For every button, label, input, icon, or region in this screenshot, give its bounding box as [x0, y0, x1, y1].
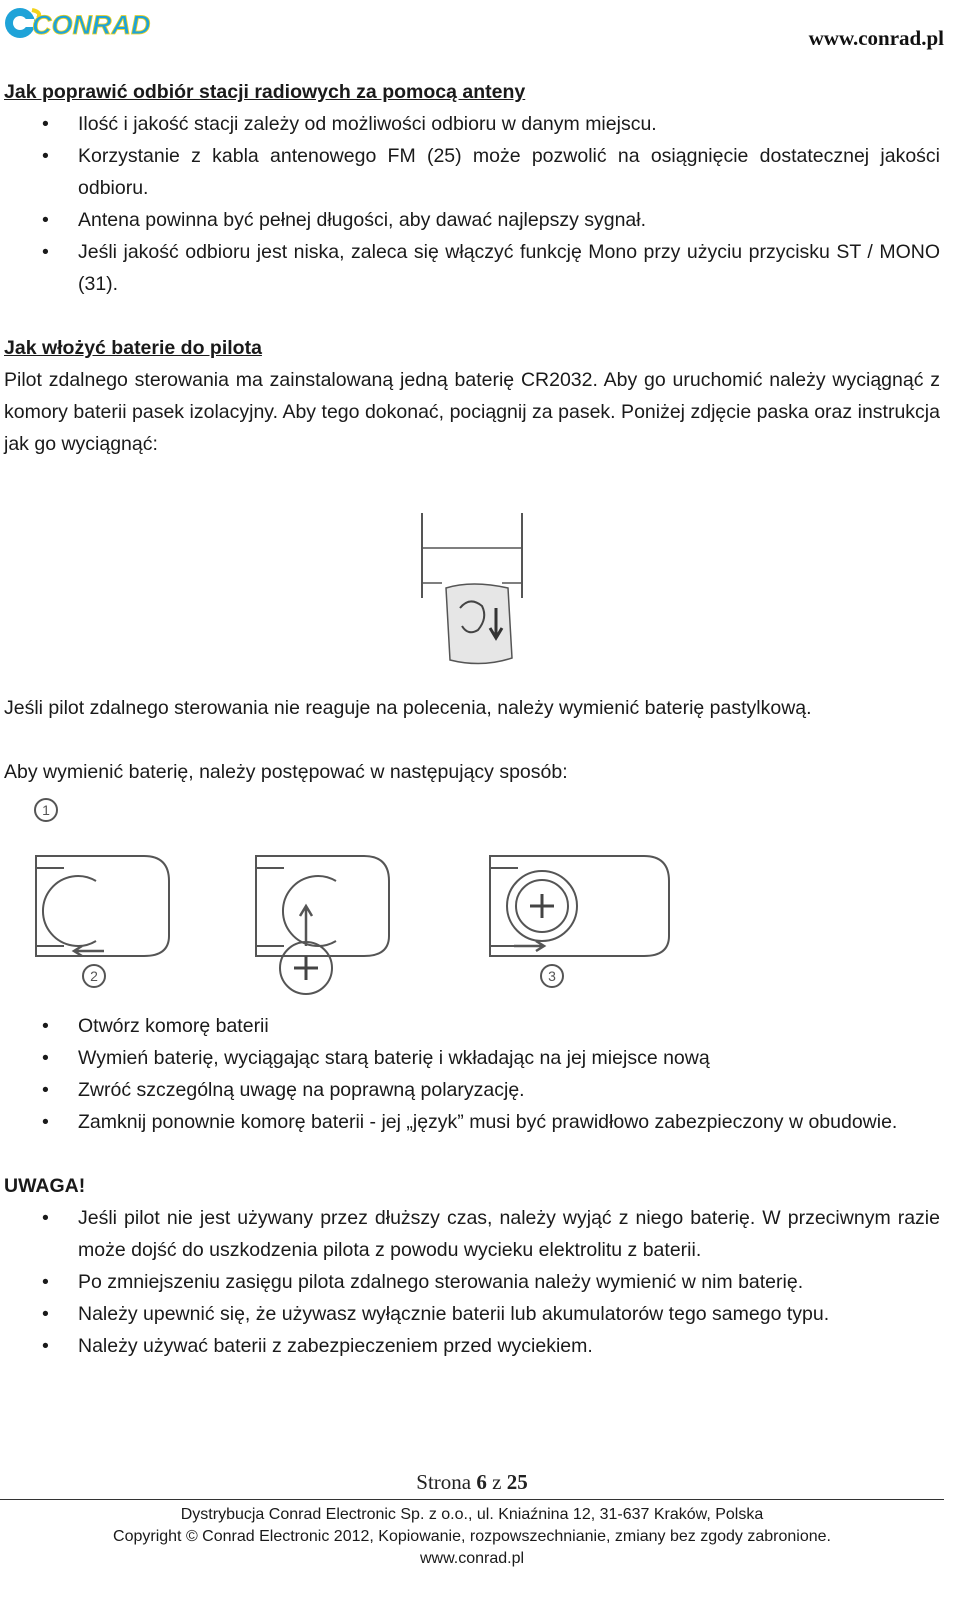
pull-strip-illustration — [412, 508, 532, 678]
list-item: • Jeśli jakość odbioru jest niska, zaleca się włączyć funkcję Mono przy użyciu przycisku ST / MONO (31). — [4, 236, 940, 300]
list-item: • Należy upewnić się, że używasz wyłącznie baterii lub akumulatorów tego samego typu. — [4, 1298, 940, 1330]
conrad-logo — [2, 4, 154, 42]
list-item: • Zwróć szczególną uwagę na poprawną polaryzację. — [4, 1074, 940, 1106]
list-item: • Antena powinna być pełnej długości, aby dawać najlepszy sygnał. — [4, 204, 940, 236]
list-item: • Jeśli pilot nie jest używany przez dłuższy czas, należy wyjąć z niego baterię. W przeciwnym razie może dojść do uszkodzenia pilota z powodu wycieku elektrolitu z baterii. — [4, 1202, 940, 1266]
battery-heading: Jak włożyć baterie do pilota — [4, 337, 262, 359]
antenna-list — [4, 108, 940, 300]
no-response-text: Jeśli pilot zdalnego sterowania nie reaguje na polecenia, należy wymienić baterię pastylkową. — [4, 697, 812, 719]
plus-icon — [294, 956, 318, 980]
battery-intro: Pilot zdalnego sterowania ma zainstalowaną jedną baterię CR2032. Aby go uruchomić należy wyciągnąć z komory baterii pasek izolacyjny. Aby tego dokonać, pociągnij za pasek. Poniżej zdjęcie paska oraz instrukcja jak go wyciągnąć: — [4, 369, 940, 455]
battery-replacement-illustration — [24, 796, 684, 996]
antenna-heading: Jak poprawić odbiór stacji radiowych za pomocą anteny — [4, 81, 526, 103]
footer-copyright: Copyright © Conrad Electronic 2012, Kopiowanie, rozpowszechnianie, zmiany bez zgody zabronione. — [113, 1528, 831, 1545]
svg-text:CONRAD: CONRAD — [32, 10, 151, 40]
list-item: • Ilość i jakość stacji zależy od możliwości odbioru w danym miejscu. — [4, 108, 940, 140]
page-number: Strona 6 z 25 — [416, 1470, 528, 1494]
step-marker: 3 — [548, 968, 556, 984]
page-footer — [0, 1470, 944, 1570]
list-item: • Wymień baterię, wyciągając starą baterię i wkładając na jej miejsce nową — [4, 1042, 940, 1074]
warning-heading: UWAGA! — [4, 1175, 86, 1197]
footer-url[interactable]: www.conrad.pl — [419, 1550, 525, 1567]
list-item: • Otwórz komorę baterii — [4, 1010, 940, 1042]
list-item: • Korzystanie z kabla antenowego FM (25) może pozwolić na osiągnięcie dostatecznej jakości odbioru. — [4, 140, 940, 204]
footer-divider — [0, 1499, 944, 1500]
replacement-steps-list — [4, 1010, 940, 1138]
warning-list — [4, 1202, 940, 1362]
list-item: • Należy używać baterii z zabezpieczeniem przed wyciekiem. — [4, 1330, 940, 1362]
list-item: • Po zmniejszeniu zasięgu pilota zdalnego sterowania należy wymienić w nim baterię. — [4, 1266, 940, 1298]
footer-distribution: Dystrybucja Conrad Electronic Sp. z o.o., ul. Kniaźnina 12, 31-637 Kraków, Polska — [180, 1506, 764, 1523]
site-url[interactable]: www.conrad.pl — [808, 26, 944, 50]
step-marker: 1 — [42, 802, 50, 818]
page-content — [4, 76, 940, 1362]
step-marker: 2 — [90, 968, 98, 984]
replace-intro: Aby wymienić baterię, należy postępować w następujący sposób: — [4, 761, 568, 783]
plus-icon — [530, 894, 554, 918]
list-item: • Zamknij ponownie komorę baterii - jej „język” musi być prawidłowo zabezpieczony w obudowie. — [4, 1106, 940, 1138]
